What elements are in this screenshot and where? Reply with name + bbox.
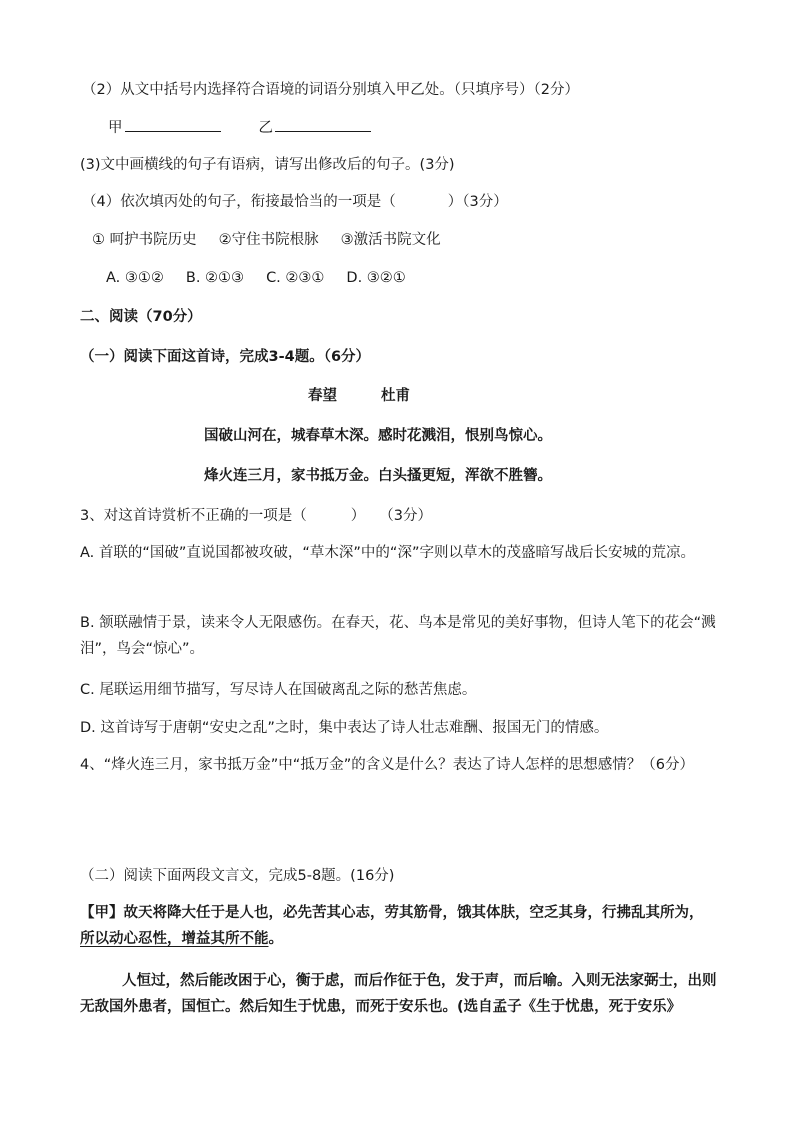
poem-author: 杜甫 bbox=[381, 388, 410, 404]
blank-yi[interactable] bbox=[275, 117, 371, 132]
part-2-title: （二）阅读下面两段文言文，完成5-8题。(16分) bbox=[80, 868, 395, 884]
passage-jia-para-2: 人恒过，然后能改困于心，衡于虑，而后作征于色，发于声，而后喻。入则无法家弼士，出则无敌国外患者，国恒亡。然后知生于忧患，而死于安乐也。(选自孟子《生于忧患，死于安乐》 bbox=[80, 973, 717, 1015]
item-2: ②守住书院根脉 bbox=[218, 232, 319, 248]
question-4-items bbox=[92, 229, 441, 251]
question-4-options bbox=[106, 267, 406, 289]
poem-heading bbox=[308, 385, 410, 407]
blank-jia-label: 甲 bbox=[108, 120, 123, 136]
question-3-text: (3)文中画横线的句子有语病，请写出修改后的句子。(3分) bbox=[80, 157, 455, 173]
option-c: C. ②③① bbox=[266, 270, 325, 286]
option-a: A. ③①② bbox=[106, 270, 164, 286]
option-3c: C. 尾联运用细节描写，写尽诗人在国破离乱之际的愁苦焦虑。 bbox=[80, 682, 477, 698]
poem-title: 春望 bbox=[308, 388, 337, 404]
option-3b: B. 颔联融情于景，读来令人无限感伤。在春天，花、鸟本是常见的美好事物，但诗人笔下的花会“溅泪”，鸟会“惊心”。 bbox=[80, 615, 716, 657]
option-b: B. ②①③ bbox=[185, 270, 245, 286]
passage-jia-underlined: 所以动心忍性，增益其所不能 bbox=[80, 931, 269, 947]
passage-jia bbox=[80, 900, 716, 952]
question-4-text bbox=[82, 191, 508, 213]
blank-yi-label: 乙 bbox=[258, 120, 273, 136]
item-3: ③激活书院文化 bbox=[340, 232, 441, 248]
question-3b-suffix: ） bbox=[350, 508, 366, 524]
question-4b-text: 4、“烽火连三月，家书抵万金”中“抵万金”的含义是什么？表达了诗人怎样的思想感情？（6分） bbox=[80, 757, 694, 773]
question-4-prefix: （4）依次填丙处的句子，衔接最恰当的一项是（ bbox=[82, 194, 396, 210]
question-3b-prefix: 3、对这首诗赏析不正确的一项是（ bbox=[80, 508, 307, 524]
option-d: D. ③②① bbox=[346, 270, 406, 286]
question-2-text: （2）从文中括号内选择符合语境的词语分别填入甲乙处。（只填序号）（2分） bbox=[82, 82, 579, 98]
poem-line-2: 烽火连三月，家书抵万金。白头搔更短，浑欲不胜簪。 bbox=[204, 468, 552, 484]
option-3d: D. 这首诗写于唐朝“安史之乱”之时，集中表达了诗人壮志难酬、报国无门的情感。 bbox=[80, 720, 609, 736]
item-1: ① 呵护书院历史 bbox=[92, 232, 197, 248]
section-2-title: 二、阅读（70分） bbox=[80, 309, 202, 325]
passage-jia-text: 故天将降大任于是人也，必先苦其心志，劳其筋骨，饿其体肤，空乏其身，行拂乱其所为， bbox=[123, 905, 704, 921]
question-4-suffix: ）（3分） bbox=[447, 194, 508, 210]
question-2-blanks bbox=[108, 117, 371, 139]
option-3a: A. 首联的“国破”直说国都被攻破，“草木深”中的“深”字则以草木的茂盛暗写战后长安城的荒凉。 bbox=[80, 545, 695, 561]
passage-jia-label: 【甲】 bbox=[80, 905, 124, 921]
poem-line-1: 国破山河在，城春草木深。感时花溅泪，恨别鸟惊心。 bbox=[204, 428, 552, 444]
question-3b-score: （3分） bbox=[379, 508, 432, 524]
question-3b-text bbox=[80, 505, 432, 527]
part-1-title: （一）阅读下面这首诗，完成3-4题。（6分） bbox=[80, 349, 371, 365]
passage-jia-end: 。 bbox=[268, 931, 283, 947]
blank-jia[interactable] bbox=[125, 117, 221, 132]
